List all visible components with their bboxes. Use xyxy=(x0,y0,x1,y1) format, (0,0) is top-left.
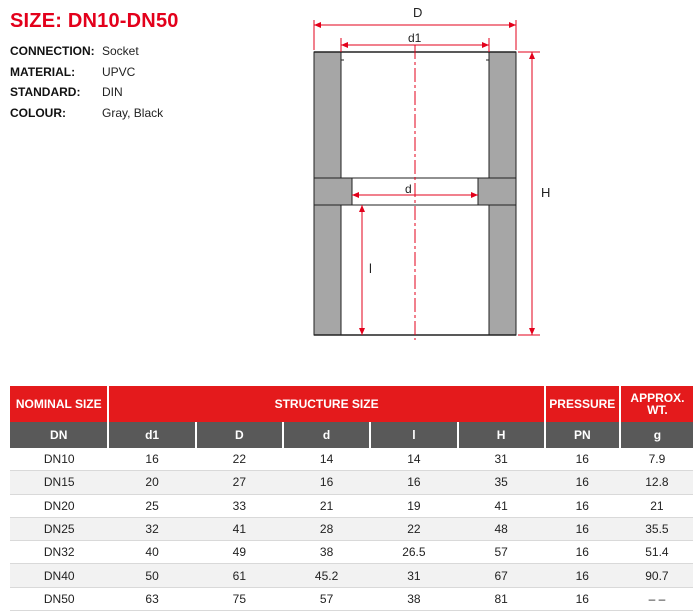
table-cell: 27 xyxy=(196,471,283,494)
spec-label: CONNECTION: xyxy=(10,44,95,58)
table-cell: 50 xyxy=(108,564,195,587)
column-header-d: d xyxy=(283,422,370,448)
spec-label: COLOUR: xyxy=(10,105,66,120)
header-approx-weight: APPROX. WT. xyxy=(620,386,693,422)
right-wall-upper xyxy=(489,52,516,178)
table-cell: 16 xyxy=(370,471,457,494)
table-cell: 26.5 xyxy=(370,541,457,564)
table-cell: 49 xyxy=(196,541,283,564)
spec-row-colour xyxy=(10,103,163,124)
table-row xyxy=(10,587,693,610)
label-H: H xyxy=(541,185,551,200)
socket-cross-section-drawing xyxy=(300,0,560,345)
table-cell: 12.8 xyxy=(620,471,693,494)
dimensions-table-container xyxy=(10,386,693,611)
table-cell: 25 xyxy=(108,494,195,517)
table-cell: 21 xyxy=(620,494,693,517)
label-D: D xyxy=(413,5,423,20)
table-cell: 61 xyxy=(196,564,283,587)
table-row xyxy=(10,494,693,517)
table-column-header-row xyxy=(10,422,693,448)
table-cell: 16 xyxy=(545,587,620,610)
spec-value: Gray, Black xyxy=(102,105,164,120)
table-cell: 21 xyxy=(283,494,370,517)
column-header-d1: d1 xyxy=(108,422,195,448)
header-structure-size: STRUCTURE SIZE xyxy=(108,386,544,422)
table-cell: 32 xyxy=(108,517,195,540)
page-title: SIZE: DN10-DN50 xyxy=(10,10,179,32)
table-cell: DN15 xyxy=(10,471,108,494)
table-row xyxy=(10,471,693,494)
table-cell: 38 xyxy=(370,587,457,610)
column-header-H: H xyxy=(458,422,545,448)
table-cell: 90.7 xyxy=(620,564,693,587)
table-cell: 51.4 xyxy=(620,541,693,564)
table-cell: 7.9 xyxy=(620,448,693,471)
table-cell: 28 xyxy=(283,517,370,540)
column-header-D: D xyxy=(196,422,283,448)
table-cell: 57 xyxy=(283,587,370,610)
label-l: l xyxy=(369,261,372,276)
spec-list xyxy=(10,41,163,123)
table-cell: 31 xyxy=(458,448,545,471)
right-wall-lower xyxy=(489,205,516,335)
table-cell: DN32 xyxy=(10,541,108,564)
right-stop-ring xyxy=(478,178,516,205)
left-wall-lower xyxy=(314,205,341,335)
table-cell: DN25 xyxy=(10,517,108,540)
column-header-pn: PN xyxy=(545,422,620,448)
table-row xyxy=(10,448,693,471)
table-cell: 16 xyxy=(108,448,195,471)
spec-label: STANDARD: xyxy=(10,85,81,99)
table-cell: 16 xyxy=(545,471,620,494)
spec-row-standard xyxy=(10,82,163,103)
dimension-l xyxy=(359,205,365,335)
table-cell: 22 xyxy=(370,517,457,540)
table-cell: 16 xyxy=(283,471,370,494)
spec-value: Socket xyxy=(102,44,139,58)
column-header-dn: DN xyxy=(10,422,108,448)
label-d1: d1 xyxy=(408,31,422,45)
table-cell: 48 xyxy=(458,517,545,540)
dimensions-table xyxy=(10,386,693,611)
table-cell: 19 xyxy=(370,494,457,517)
table-cell: 16 xyxy=(545,541,620,564)
column-header-g: g xyxy=(620,422,693,448)
table-row xyxy=(10,517,693,540)
left-stop-ring xyxy=(314,178,352,205)
table-cell: 14 xyxy=(370,448,457,471)
table-row xyxy=(10,541,693,564)
table-cell: DN40 xyxy=(10,564,108,587)
table-cell: 38 xyxy=(283,541,370,564)
spec-value: DIN xyxy=(102,85,123,99)
table-cell: 41 xyxy=(458,494,545,517)
table-cell: 45.2 xyxy=(283,564,370,587)
table-row xyxy=(10,564,693,587)
table-cell: 35.5 xyxy=(620,517,693,540)
header-pressure: PRESSURE xyxy=(545,386,620,422)
label-d: d xyxy=(405,182,412,196)
table-cell: 35 xyxy=(458,471,545,494)
table-cell: 20 xyxy=(108,471,195,494)
spec-row-connection xyxy=(10,41,163,62)
table-cell: 33 xyxy=(196,494,283,517)
table-cell: 67 xyxy=(458,564,545,587)
table-cell: 16 xyxy=(545,517,620,540)
spec-label: MATERIAL: xyxy=(10,64,76,79)
table-cell: 16 xyxy=(545,494,620,517)
table-cell: – – xyxy=(620,587,693,610)
table-cell: DN10 xyxy=(10,448,108,471)
left-wall-upper xyxy=(314,52,341,178)
table-cell: 22 xyxy=(196,448,283,471)
header-nominal-size: NOMINAL SIZE xyxy=(10,386,108,422)
table-cell: DN20 xyxy=(10,494,108,517)
table-cell: 31 xyxy=(370,564,457,587)
table-header-group-row xyxy=(10,386,693,422)
table-cell: DN50 xyxy=(10,587,108,610)
table-cell: 75 xyxy=(196,587,283,610)
dimension-H xyxy=(518,52,540,335)
spec-value: UPVC xyxy=(102,64,136,79)
spec-row-material xyxy=(10,62,163,83)
table-cell: 57 xyxy=(458,541,545,564)
table-cell: 16 xyxy=(545,448,620,471)
table-cell: 41 xyxy=(196,517,283,540)
table-cell: 81 xyxy=(458,587,545,610)
table-cell: 14 xyxy=(283,448,370,471)
table-cell: 63 xyxy=(108,587,195,610)
table-cell: 40 xyxy=(108,541,195,564)
column-header-l: l xyxy=(370,422,457,448)
table-cell: 16 xyxy=(545,564,620,587)
